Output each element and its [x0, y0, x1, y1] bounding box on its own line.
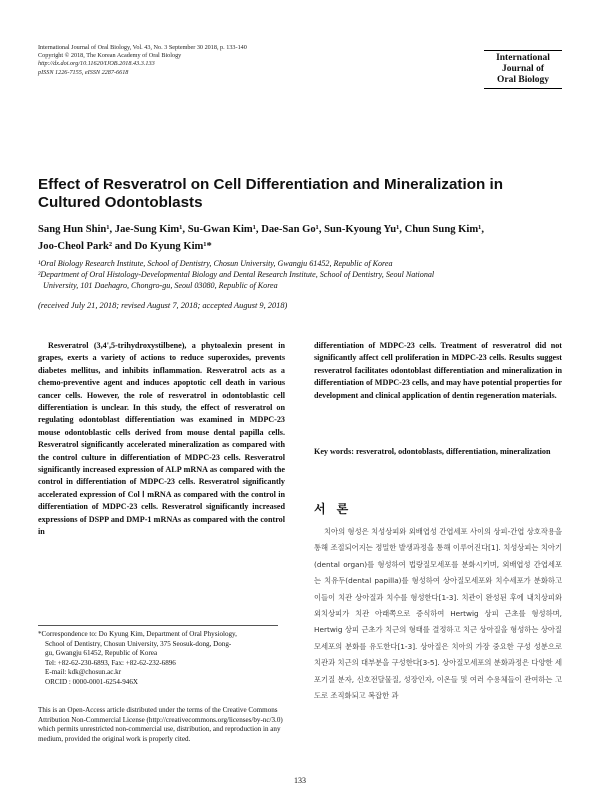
header-copyright: Copyright © 2018, The Korean Academy of Oral Biology	[38, 52, 182, 60]
journal-header	[38, 44, 247, 77]
journal-name-line: Oral Biology	[497, 75, 549, 85]
introduction-paragraph: 치아의 형성은 치성상피와 외배엽성 간엽세포 사이의 상피-간엽 상호작용을 통해 조절되어지는 정밀한 발생과정을 통해 이루어진다[1]. 치성상피는 치아기(dental organ)를 형성하여 법랑질모세포를 분화시키며, 외배엽성 간엽세포는 치유두(dental papilla)를 형성하여 상아질모세포와 치수세포가 분화하고 이들이 치관 상아질과 치수를 형성한다[1-3]. 치관이 완성된 후에 내치상피와 외치상피가 치관 아래쪽으로 증식하여 Hertwig 상피 근초를 형성하며, Hertwig 상피 근초가 치근의 형태를 결정하고 치근 상아질을 형성하는 상아질모세포의 분화를 유도한다[1-3]. 상아질은 치아의 가장 중요한 구성 성분으로 치관과 치근의 대부분을 구성한다[3-5]. 상아질모세포의 분화과정은 다양한 세포기질 분자, 신호전달물질, 성장인자, 이온들 및 여러 수용체들이 관여하는 고도로 조직화되고 복잡한 과	[314, 527, 562, 701]
journal-logo-box	[484, 50, 562, 89]
abstract-left-column	[38, 340, 285, 539]
abstract-right-column	[314, 340, 562, 402]
received-dates: (received July 21, 2018; revised August 7, 2018; accepted August 9, 2018)	[38, 301, 288, 310]
affiliations	[38, 258, 562, 291]
header-issn: pISSN 1226-7155, eISSN 2287-6618	[38, 68, 129, 76]
abstract-paragraph-cont: differentiation of MDPC-23 cells. Treatment of resveratrol did not significantly affect cell proliferation in MDPC-23 cells. Results suggest resveratrol facilitates odontoblast differentiation and mineralization in differentiation of MDPC-23 cells, and may have potential properties for development and clinical application of dentin regeneration materials.	[314, 341, 562, 400]
abstract-paragraph: Resveratrol (3,4',5-trihydroxystilbene), a phytoalexin present in grapes, exerts a variety of actions to reduce superoxides, prevents diabetes mellitus, and inhibits inflammation. Resveratrol acts as a chemo-preventive agent and induces apoptotic cell death in various cancer cells. However, the role of resveratrol in odontoblastic cell differentiation is unclear. In this study, the effect of resveratrol on regulating odontoblast differentiation was examined in MDPC-23 mouse odontoblastic cells derived from mouse dental papilla cells. Resveratrol significantly accelerated mineralization as compared with the control culture in differentiation of MDPC-23 cells. Resveratrol significantly increased expression of ALP mRNA as compared with the control in differentiation of MDPC-23 cells. Resveratrol significantly accelerated expression of Col Ⅰ mRNA as compared with the control in differentiation of MDPC-23 cells. Resveratrol significantly increased expressions of DSPP and DMP-1 mRNAs as compared with the control in	[38, 341, 285, 537]
journal-name-line: Journal of	[502, 64, 544, 74]
author-line: Joo-Cheol Park² and Do Kyung Kim¹*	[38, 241, 212, 252]
author-list	[38, 221, 562, 255]
correspondence-orcid: ORCID : 0000-0001-6254-946X	[45, 677, 139, 686]
correspondence-line: gu, Gwangju 61452, Republic of Korea	[45, 649, 158, 658]
introduction-body	[314, 524, 562, 704]
page-number: 133	[294, 776, 306, 785]
correspondence-line: *Correspondence to: Do Kyung Kim, Department of Oral Physiology,	[38, 630, 237, 638]
header-doi[interactable]: http://dx.doi.org/10.11620/IJOB.2018.43.3.133	[38, 60, 155, 68]
keywords: Key words: resveratrol, odontoblasts, differentiation, mineralization	[314, 447, 551, 456]
article-title: Effect of Resveratrol on Cell Differentiation and Mineralization in Cultured Odontoblasts	[38, 176, 503, 211]
section-heading-introduction: 서 론	[314, 502, 353, 516]
correspondence-block	[38, 625, 288, 688]
journal-name-line: International	[496, 53, 550, 63]
affiliation-2-cont: University, 101 Daehagro, Chongro-gu, Seoul 03080, Republic of Korea	[43, 281, 278, 290]
correspondence-email[interactable]: E-mail: kdk@chosun.ac.kr	[45, 668, 122, 677]
correspondence-phone: Tel: +82-62-230-6893, Fax: +82-62-232-6896	[45, 658, 176, 667]
header-citation: International Journal of Oral Biology, Vol. 43, No. 3 September 30 2018, p. 133-140	[38, 44, 247, 51]
author-line: Sang Hun Shin¹, Jae-Sung Kim¹, Su-Gwan Kim¹, Dae-San Go¹, Sun-Kyoung Yu¹, Chun Sung Kim¹,	[38, 224, 484, 235]
correspondence-line: School of Dentistry, Chosun University, 375 Seosuk-dong, Dong-	[45, 639, 232, 648]
affiliation-1: ¹Oral Biology Research Institute, School of Dentistry, Chosun University, Gwangju 61452, Republic of Korea	[38, 259, 393, 268]
affiliation-2: ²Department of Oral Histology-Developmental Biology and Dental Research Institute, School of Dentistry, Seoul National	[38, 270, 435, 279]
license-statement: This is an Open-Access article distributed under the terms of the Creative Commons Attribution Non-Commercial License (http://creativecommons.org/licenses/by-nc/3.0) which permits unrestricted non-commercial use, distribution, and reproduction in any medium, provided the original work is properly cited.	[38, 706, 283, 743]
